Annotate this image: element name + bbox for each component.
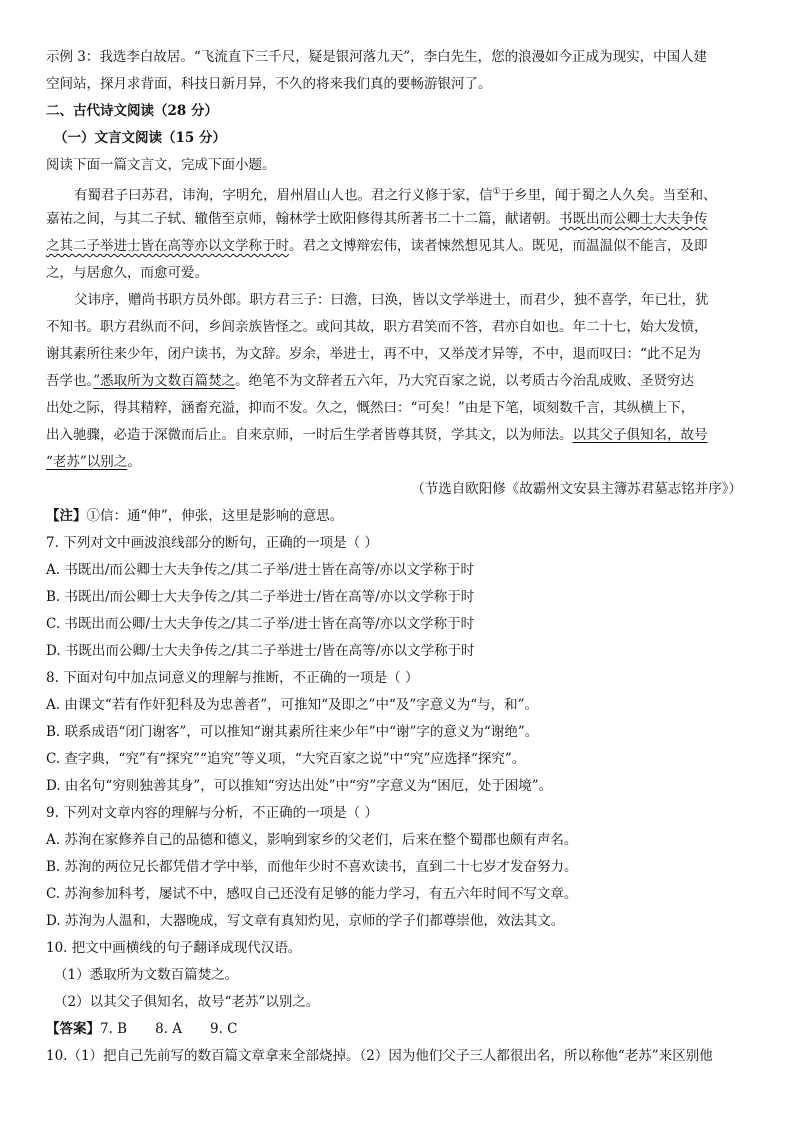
wavy-underlined-text: 书既出而公卿士大夫争传 bbox=[559, 211, 708, 227]
subsection-heading: （一）文言文阅读（15 分） bbox=[54, 130, 226, 146]
note-label: 【注】 bbox=[46, 508, 87, 524]
section-heading: 二、古代诗文阅读（28 分） bbox=[46, 103, 218, 119]
text-run: 于乡里，闻于蜀之人久矣。当至和、 bbox=[500, 187, 717, 204]
q7-option-d: D. 书既出而公卿/士大夫争传之/其二子举进士/皆在高等/亦以文学称于时 bbox=[46, 643, 475, 659]
q8-option-a: A. 由课文“若有作奸犯科及为忠善者”，可推知“及即之”中“及”字意义为“与，和”。 bbox=[46, 697, 539, 713]
q8-option-d: D. 由名句“穷则独善其身”，可以推知“穷达出处”中“穷”字意义为“困厄，处于困境”。 bbox=[46, 778, 553, 794]
underlined-sentence: 以其父子俱知名，故号 bbox=[572, 427, 708, 443]
question-8: 8. 下面对句中加点词意义的理解与推断，不正确的一项是（ ） bbox=[46, 670, 419, 686]
text-run: 吾学也。 bbox=[46, 373, 94, 389]
wavy-underlined-text: 之其二子举进士皆在高等亦以文学称于时 bbox=[46, 238, 289, 254]
footnote-marker: ① bbox=[492, 187, 501, 197]
passage-p2-line-6 bbox=[46, 422, 748, 449]
answer-8: 8. A bbox=[155, 1021, 183, 1037]
answer-9: 9. C bbox=[210, 1021, 238, 1037]
answer-line bbox=[46, 1016, 748, 1043]
text-run: 有蜀君子曰苏君，讳洵，字明允，眉州眉山人也。君之行义修于家，信 bbox=[74, 187, 493, 204]
note-text: ①信：通“伸”，伸张，这里是影响的意思。 bbox=[86, 508, 344, 524]
text-run: 。君之文博辩宏伟，读者悚然想见其人。既见，而温温似不能言，及即 bbox=[289, 238, 708, 254]
passage-p2-line-5: 出处之际，得其精粹，涵畜充溢，抑而不发。久之，慨然曰：“可矣！”由是下笔，顷刻数千言，其纵横上下， bbox=[46, 400, 695, 416]
underlined-sentence: “老苏”以别之 bbox=[46, 454, 128, 470]
answer-10: 10.（1）把自己先前写的数百篇文章拿来全部烧掉。（2）因为他们父子三人都很出名，所以称他“老苏”来区别他 bbox=[46, 1048, 713, 1064]
text-run: 出入驰骤，必造于深微而后止。自来京师，一时后生学者皆尊其贤，学其文，以为师法。 bbox=[46, 427, 573, 443]
q9-option-d: D. 苏洵为人温和，大器晚成，写文章有真知灼见，京师的学子们都尊崇他，效法其文。 bbox=[46, 913, 565, 929]
underlined-sentence: ”悉取所为文数百篇焚之 bbox=[93, 373, 236, 389]
q8-option-c: C. 查字典，“究”有“探究”“追究”等义项，“大究百家之说”中“究”应选择“探究”。 bbox=[46, 751, 526, 767]
example-line-2: 空间站，探月求背面，科技日新月异，不久的将来我们真的要畅游银河了。 bbox=[46, 76, 492, 92]
text-run: 嘉祐之间，与其二子轼、辙偕至京师，翰林学士欧阳修得其所著书二十二篇，献诸朝。 bbox=[46, 211, 559, 227]
question-10: 10. 把文中画横线的句子翻译成现代汉语。 bbox=[46, 940, 302, 956]
q7-option-a: A. 书既出/而公卿士大夫争传之/其二子举/进士皆在高等/亦以文学称于时 bbox=[46, 562, 475, 578]
q8-option-b: B. 联系成语“闭门谢客”，可以推知“谢其素所往来少年”中“谢”字的意义为“谢绝”。 bbox=[46, 724, 539, 740]
question-7: 7. 下列对文中画波浪线部分的断句，正确的一项是（ ） bbox=[46, 535, 378, 551]
q10-item-1: （1）悉取所为文数百篇焚之。 bbox=[54, 967, 239, 983]
source-citation: （节选自欧阳修《故霸州文安县主簿苏君墓志铭并序》） bbox=[411, 481, 742, 497]
passage-p1-line-3 bbox=[46, 233, 748, 260]
answer-7: 7. B bbox=[100, 1021, 128, 1037]
passage-p1-line-4: 之，与居愈久，而愈可爱。 bbox=[46, 265, 208, 281]
passage-p2-line-1: 父讳序，赠尚书职方员外郎。职方君三子：曰澹，曰涣，皆以文学举进士，而君少，独不喜学，年已壮，犹 bbox=[74, 292, 709, 308]
passage-p2-line-7 bbox=[46, 449, 748, 476]
passage-p2-line-3: 谢其素所往来少年，闭户读书，为文辞。岁余，举进士，再不中，又举茂才异等，不中，退而叹曰：“此不足为 bbox=[46, 346, 701, 362]
q9-option-c: C. 苏洵参加科考，屡试不中，感叹自己还没有足够的能力学习，有五六年时间不写文章。 bbox=[46, 886, 578, 902]
example-line-1: 示例 3：我选李白故居。“飞流直下三千尺，疑是银河落九天”，李白先生，您的浪漫如今正成为现实，中国人建 bbox=[46, 49, 708, 65]
reading-instruction: 阅读下面一篇文言文，完成下面小题。 bbox=[46, 157, 276, 173]
text-run: 。绝笔不为文辞者五六年，乃大究百家之说，以考质古今治乱成败、圣贤穷达 bbox=[235, 373, 695, 389]
passage-p2-line-2: 不知书。职方君纵而不问，乡闾亲族皆怪之。或问其故，职方君笑而不答，君亦自如也。年二十七，始大发愤， bbox=[46, 319, 708, 335]
answer-label: 【答案】 bbox=[46, 1021, 100, 1037]
passage-p1-line-2 bbox=[46, 206, 748, 233]
footnote bbox=[46, 503, 748, 530]
q9-option-b: B. 苏洵的两位兄长都凭借才学中举，而他年少时不喜欢读书，直到二十七岁才发奋努力。 bbox=[46, 859, 578, 875]
q10-item-2: （2）以其父子俱知名，故号“老苏”以别之。 bbox=[54, 994, 320, 1010]
q7-option-b: B. 书既出/而公卿士大夫争传之/其二子举进士/皆在高等/亦以文学称于时 bbox=[46, 589, 475, 605]
text-run: 。 bbox=[127, 454, 141, 470]
passage-p1-line-1 bbox=[46, 179, 748, 206]
question-9: 9. 下列对文章内容的理解与分析，不正确的一项是（ ） bbox=[46, 805, 378, 821]
q7-option-c: C. 书既出而公卿/士大夫争传之/其二子举/进士皆在高等/亦以文学称于时 bbox=[46, 616, 475, 632]
passage-p2-line-4 bbox=[46, 368, 748, 395]
q9-option-a: A. 苏洵在家修养自己的品德和德义，影响到家乡的父老们，后来在整个蜀郡也颇有声名。 bbox=[46, 832, 578, 848]
